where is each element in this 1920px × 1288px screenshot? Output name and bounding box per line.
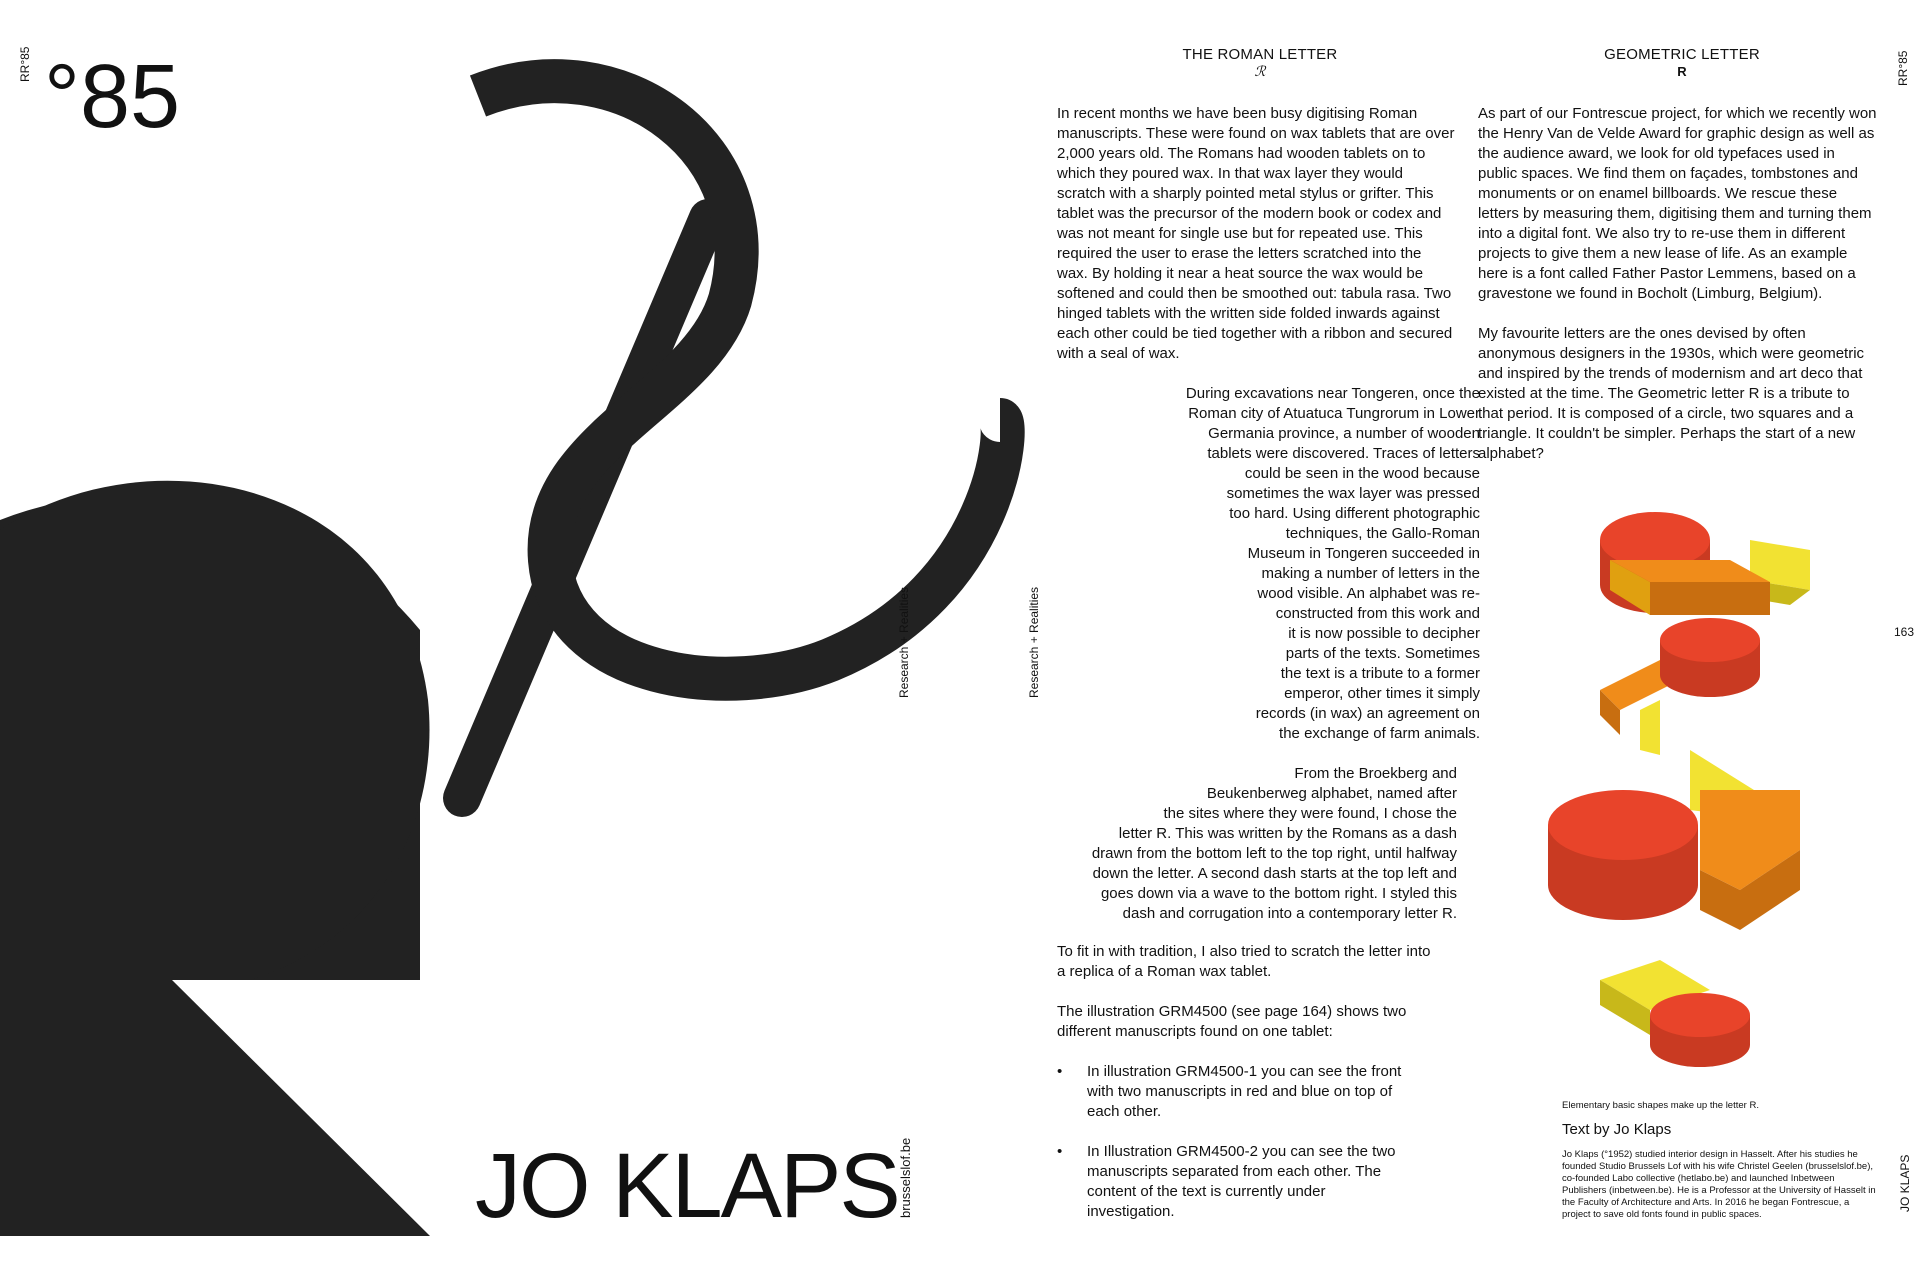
col2-heading: GEOMETRIC LETTER xyxy=(1604,46,1760,63)
page-number-right: 163 xyxy=(1894,625,1915,639)
text-line: Beukenberweg alphabet, named after xyxy=(1206,785,1457,802)
col1-para4 xyxy=(1057,942,1437,1002)
geometric-r-illustration xyxy=(1540,490,1820,1070)
text-line: the sites where they were found, I chose the xyxy=(1163,805,1457,822)
text-line: techniques, the Gallo-Roman xyxy=(1285,525,1480,542)
credit-title: Text by Jo Klaps xyxy=(1562,1121,1672,1138)
text-line: emperor, other times it simply xyxy=(1284,685,1480,702)
shape-top-group xyxy=(1600,512,1810,615)
text-line: letter R. This was written by the Romans as a dash xyxy=(1118,825,1457,842)
col2-para1 xyxy=(1478,104,1878,484)
text-line: too hard. Using different photographic xyxy=(1229,505,1480,522)
issue-number: °85 xyxy=(44,47,181,147)
text-line: Museum in Tongeren succeeded in xyxy=(1247,545,1480,562)
text-line: records (in wax) an agreement on xyxy=(1255,705,1480,722)
col1-para2 xyxy=(1040,384,1480,744)
text-line: wood visible. An alphabet was re- xyxy=(1257,585,1480,602)
website-link[interactable]: brusselslof.be xyxy=(898,1137,913,1218)
r-bowl-circle xyxy=(0,481,430,980)
text-line: From the Broekberg and xyxy=(1294,765,1457,782)
illustration-caption: Elementary basic shapes make up the letter R. xyxy=(1562,1100,1759,1111)
text-line: drawn from the bottom left to the top right, until halfway xyxy=(1091,845,1457,862)
roman-r-glyph-icon: ℛ xyxy=(1254,64,1266,80)
running-head-left: RR°85 xyxy=(18,46,32,82)
text-line: Germania province, a number of wooden xyxy=(1208,425,1480,442)
author-bio: Jo Klaps (°1952) studied interior design in Hasselt. After his studies he founded Studio Brussels Lof with his wife Christel Geelen (brusselslof.be), co-founded Labo collective (hetlabo.be) and launched Inbetween Publishers (inbetween.be). He is a Professor at the University of Hasselt in the Faculty of Architecture and Arts. In 2016 he began Fontrescue, a project to save old fonts found in public spaces. xyxy=(1562,1149,1876,1220)
text-line: down the letter. A second dash starts at the top left and xyxy=(1092,865,1457,882)
geometric-r-glyph-icon: R xyxy=(1677,64,1687,79)
author-title: JO KLAPS xyxy=(475,1135,899,1237)
text-line: the exchange of farm animals. xyxy=(1279,725,1480,742)
shape-mid-group xyxy=(1600,618,1760,755)
col1-para5-text: The illustration GRM4500 (see page 164) shows two different manuscripts found on one tablet: xyxy=(1057,1003,1407,1040)
text-line: constructed from this work and xyxy=(1275,605,1480,622)
text-line: could be seen in the wood because xyxy=(1244,465,1480,482)
r-diagonal-stroke xyxy=(462,218,708,798)
bullet-icon: • xyxy=(1057,1063,1063,1080)
r-wave-stroke xyxy=(478,81,1003,679)
col2-para1-text: As part of our Fontrescue project, for which we recently won the Henry Van de Velde Award for graphic design as well as the audience award, we look for old typefaces used in public spaces. We find them on façades, tombstones and monuments or on enamel billboards. We rescue these letters by measuring them, digitising them and turning them into a digital font. We also try to re-use them in different projects to give them a new lease of life. As an example here is a font called Father Pastor Lemmens, based on a gravestone we found in Bocholt (Limburg, Belgium). xyxy=(1478,105,1877,302)
col2-para2-text: My favourite letters are the ones devised by often anonymous designers in the 1930s, which were geometric and inspired by the trends of modernism and art deco that existed at the time. The Geometric letter R is a tribute to that period. It is composed of a circle, two squares and a triangle. It couldn't be simpler. Perhaps the start of a new alphabet? xyxy=(1478,325,1865,462)
col1-para1 xyxy=(1057,104,1455,384)
text-line: During excavations near Tongeren, once the xyxy=(1185,385,1480,402)
text-line: the text is a tribute to a former xyxy=(1280,665,1480,682)
running-head-right: RR°85 xyxy=(1896,50,1910,86)
text-line: dash and corrugation into a contemporary letter R. xyxy=(1122,905,1457,922)
text-line: making a number of letters in the xyxy=(1261,565,1480,582)
text-line: it is now possible to decipher xyxy=(1288,625,1480,642)
bullet-text: In illustration GRM4500-1 you can see the front with two manuscripts in red and blue on top of each other. xyxy=(1087,1063,1402,1120)
author-spine-right: JO KLAPS xyxy=(1898,1154,1912,1212)
col1-para4-text: To fit in with tradition, I also tried to scratch the letter into a replica of a Roman wax tablet. xyxy=(1057,943,1431,980)
col1-heading: THE ROMAN LETTER xyxy=(1182,46,1338,63)
text-line: tablets were discovered. Traces of letters xyxy=(1207,445,1480,462)
r-leg-triangle xyxy=(0,978,430,1236)
text-line: goes down via a wave to the bottom right. I styled this xyxy=(1100,885,1457,902)
shape-big-group xyxy=(1548,750,1800,930)
bullet-text: In Illustration GRM4500-2 you can see the two manuscripts separated from each other. The content of the text is currently under investigation. xyxy=(1087,1143,1396,1220)
text-line: Roman city of Atuatuca Tungrorum in Lower xyxy=(1188,405,1480,422)
text-line: sometimes the wax layer was pressed xyxy=(1226,485,1480,502)
text-line: parts of the texts. Sometimes xyxy=(1285,645,1480,662)
bullet-icon: • xyxy=(1057,1143,1063,1160)
col1-para1-text: In recent months we have been busy digitising Roman manuscripts. These were found on wax tablets that are over 2,000 years old. The Romans had wooden tablets on to which they poured wax. In that wax layer they would scratch with a sharply pointed metal stylus or grifter. This tablet was the precursor of the modern book or codex and was not meant for single use but for repeated use. This required the user to erase the letters scratched into the wax. By holding it near a heat source the wax would be softened and could then be smoothed out: tabula rasa. Two hinged tablets with the written side folded inwards against each other could be tied together with a ribbon and secured with a seal of wax. xyxy=(1057,105,1455,362)
section-label-2: Research + Realities xyxy=(1027,586,1041,698)
section-label-1: Research + Realities xyxy=(897,586,911,698)
shape-bottom-group xyxy=(1600,960,1750,1067)
list-item xyxy=(1057,1062,1417,1122)
bullet-list xyxy=(1057,1062,1417,1242)
list-item xyxy=(1057,1142,1417,1222)
col1-para5 xyxy=(1057,1002,1437,1062)
col1-para3 xyxy=(1057,764,1457,924)
